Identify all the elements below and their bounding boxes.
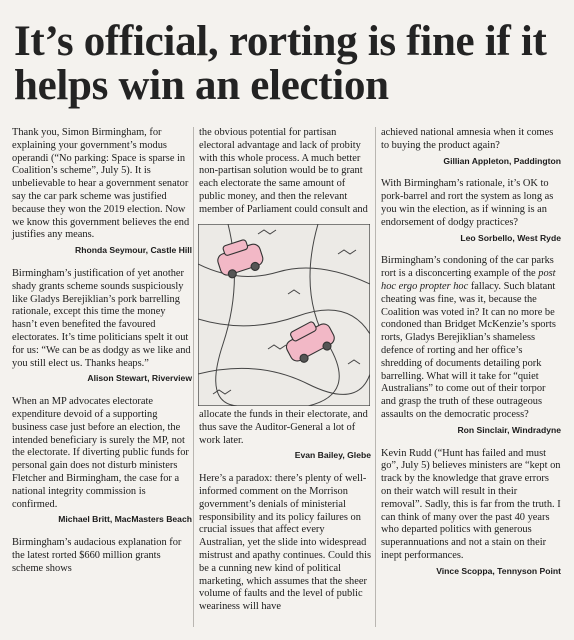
column-divider [375,127,376,627]
letter-text: the obvious potential for partisan electoral advantage and lack of probity with this whole process. A much better non-partisan solution would be to grant each electorate the same amount of public money, and then the relevant member of Parliament could consult and [199,127,368,215]
letter-text: allocate the funds in their electorate, and thus save the Auditor-General a lot of work later. [199,409,368,446]
letter-text: achieved national amnesia when it comes to buying the product again? [381,127,554,151]
headline: It’s official, rorting is fine if it helps win an election [14,18,547,109]
letter-author: Michael Britt, MacMasters Beach [58,514,192,525]
letter-author: Alison Stewart, Riverview [87,373,192,384]
car-park-cartoon-icon [198,224,370,406]
letter-text: Thank you, Simon Birmingham, for explaining your government’s modus operandi (“No parking: Space is sparse in Coalition’s scheme”, July 5). It is unbelievable to hear a government senator say the car park scheme was justified because they won the 2019 election. Now we know this government believes the end justifies any means. [12,127,190,241]
letter-text: Birmingham’s condoning of the car parks rort is a disconcerting example of the post hoc ergo propter hoc fallacy. Such blatant cheating was fine, was it, because the Coalition was voted in? It can no more be condoned than Bridget McKenzie’s sports rorts, Gladys Berejiklian’s shameless defence of rorting and her office’s shredding of documents detailing pork barrelling. What will it take for “quiet Australians” to come out of their torpor and grasp the truth of these outrageous assaults on the democratic process? [381,255,556,420]
letter-author: Ron Sinclair, Windradyne [457,424,561,435]
letter-author: Leo Sorbello, West Ryde [460,232,561,243]
letter-text: Here’s a paradox: there’s plenty of well-informed comment on the Morrison government’s denials of ministerial responsibility and its policy failures on crucial issues that affect every Australian, yet the slide into widespread mistrust and apathy continues. Could this be a cunning new kind of political marketing, which assumes that the sheer volume of faults and the level of public weariness will have [199,473,372,613]
column-1 [12,127,192,576]
column-divider [193,127,194,627]
letter-author: Evan Bailey, Glebe [294,450,371,461]
letter-text: Birmingham’s audacious explanation for the latest rorted $660 million grants scheme shows [12,537,182,574]
letter-text: Birmingham’s justification of yet another shady grants scheme sounds suspiciously like Gladys Berejiklian’s pork barrelling rationale, except this time the money hasn’t even benefited the favoured electorates. It’s time politicians spelt it out for us: “We can be as dodgy as we like and you still elect us. Thanks heaps.” [12,267,191,369]
letter-author: Vince Scoppa, Tennyson Point [436,565,561,576]
letter-text: When an MP advocates electorate expenditure devoid of a supporting business case just before an election, the intended beneficiary is surely the MP, not the electorate. If diverting public funds for personal gain does not disturb ministers Fletcher and Birmingham, the case for a national integrity commission is confirmed. [12,396,189,510]
letter-author: Rhonda Seymour, Castle Hill [75,245,192,256]
letter-text: With Birmingham’s rationale, it’s OK to pork-barrel and rort the system as long as you win the election, as if winning is an endorsement of dodgy practices? [381,178,554,228]
column-3 [381,127,561,589]
letter-author: Gillian Appleton, Paddington [443,155,561,166]
letter-text: Kevin Rudd (“Hunt has failed and must go”, July 5) believes ministers are “kept on track by the knowledge that grave errors on their watch will result in their removal”. Sadly, this is far from the truth. I can think of many over the past 40 years who departed politics with generous superannuations and not a stain on their inept performances. [381,447,561,561]
